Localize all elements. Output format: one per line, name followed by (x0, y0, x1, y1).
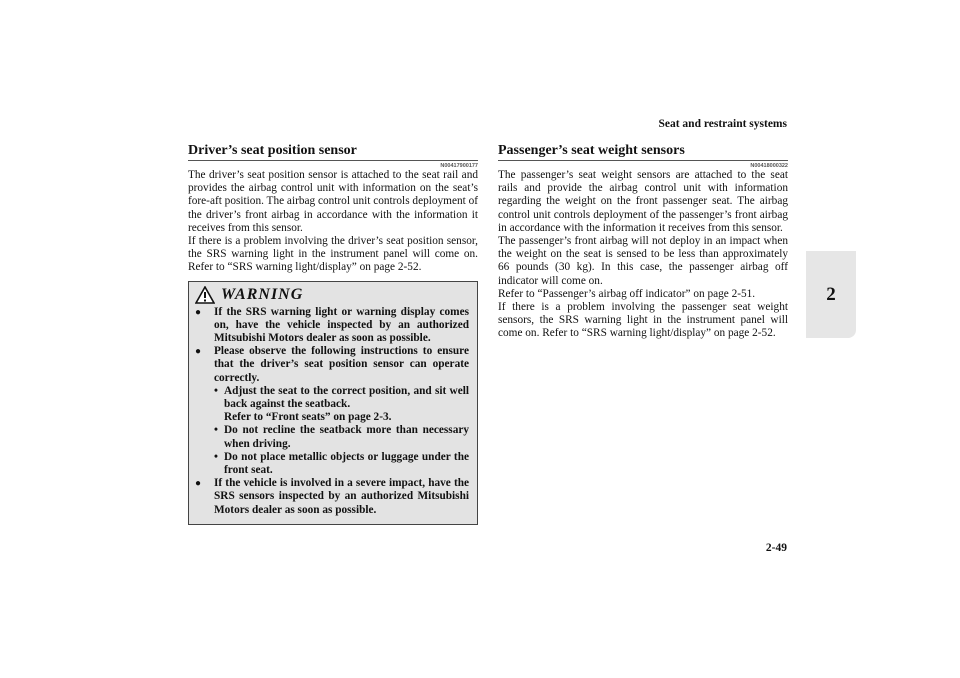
running-header: Seat and restraint systems (658, 118, 787, 130)
subitem-text: Do not recline the seatback more than necessary when driving. (224, 424, 469, 450)
chapter-tab (806, 251, 856, 338)
paragraph: The passenger’s front airbag will not deploy in an impact when the weight on the seat is sensed to be less than approximately 66 pounds (30 kg). In this case, the passenger airbag off indicator will come on. (498, 235, 788, 287)
right-column (498, 138, 788, 341)
warning-list (195, 306, 469, 517)
sub-bullet: • (214, 384, 218, 397)
section-code: N00418000322 (750, 163, 788, 169)
warning-item (195, 306, 469, 346)
page-number: 2-49 (765, 542, 787, 554)
paragraph: Refer to “Passenger’s airbag off indicator” on page 2-51. (498, 287, 756, 300)
warning-header (195, 284, 469, 306)
warning-subitem (214, 451, 469, 477)
sub-bullet: • (214, 450, 218, 463)
section-heading-driver (188, 138, 478, 169)
chapter-number: 2 (826, 283, 836, 305)
paragraph: The passenger’s seat weight sensors are attached to the seat rails and provide the airbag control unit with information regarding the weight on the front passenger seat. The airbag control unit controls deployment of the passenger’s front airbag in accordance with the information it receives from this sensor. (498, 169, 788, 234)
warning-item (195, 477, 469, 517)
subitem-reference: Refer to “Front seats” on page 2-3. (224, 411, 392, 424)
warning-item (195, 345, 469, 477)
sub-bullet: • (214, 424, 218, 437)
paragraph: If there is a problem involving the passenger seat weight sensors, the SRS warning light in the instrument panel will come on. Refer to “SRS warning light/display” on page 2-52. (498, 301, 788, 340)
warning-triangle-icon (195, 286, 215, 304)
warning-item-text: If the SRS warning light or warning display comes on, have the vehicle inspected by an authorized Mitsubishi Motors dealer as soon as possible. (214, 305, 469, 345)
left-column (188, 138, 478, 525)
section-code: N00417900177 (440, 163, 478, 169)
warning-item-text: If the vehicle is involved in a severe impact, have the SRS sensors inspected by an authorized Mitsubishi Motors dealer as soon as possible. (214, 477, 469, 516)
paragraph: The driver’s seat position sensor is attached to the seat rail and provides the airbag control unit with information on the seat’s fore-aft position. The airbag control unit controls deployment of the driver’s front airbag in accordance with the information it receives from this sensor. (188, 169, 478, 234)
section-title: Driver’s seat position sensor (188, 143, 357, 158)
warning-subitem (214, 424, 469, 450)
bullet-icon: ● (195, 306, 202, 318)
subitem-text: Do not place metallic objects or luggage under the front seat. (224, 450, 469, 477)
section-heading-passenger (498, 138, 788, 169)
bullet-icon: ● (195, 478, 202, 490)
warning-item-text: Please observe the following instructions to ensure that the driver’s seat position sensor can operate correctly. (214, 345, 469, 384)
warning-box (188, 281, 478, 525)
subitem-text: Adjust the seat to the correct position, and sit well back against the seatback. (224, 384, 469, 411)
bullet-icon: ● (195, 346, 202, 358)
paragraph: If there is a problem involving the driver’s seat position sensor, the SRS warning light in the instrument panel will come on. Refer to “SRS warning light/display” on page 2-52. (188, 235, 478, 274)
warning-label: WARNING (221, 285, 304, 303)
warning-subitem (214, 385, 469, 425)
section-title: Passenger’s seat weight sensors (498, 143, 685, 158)
